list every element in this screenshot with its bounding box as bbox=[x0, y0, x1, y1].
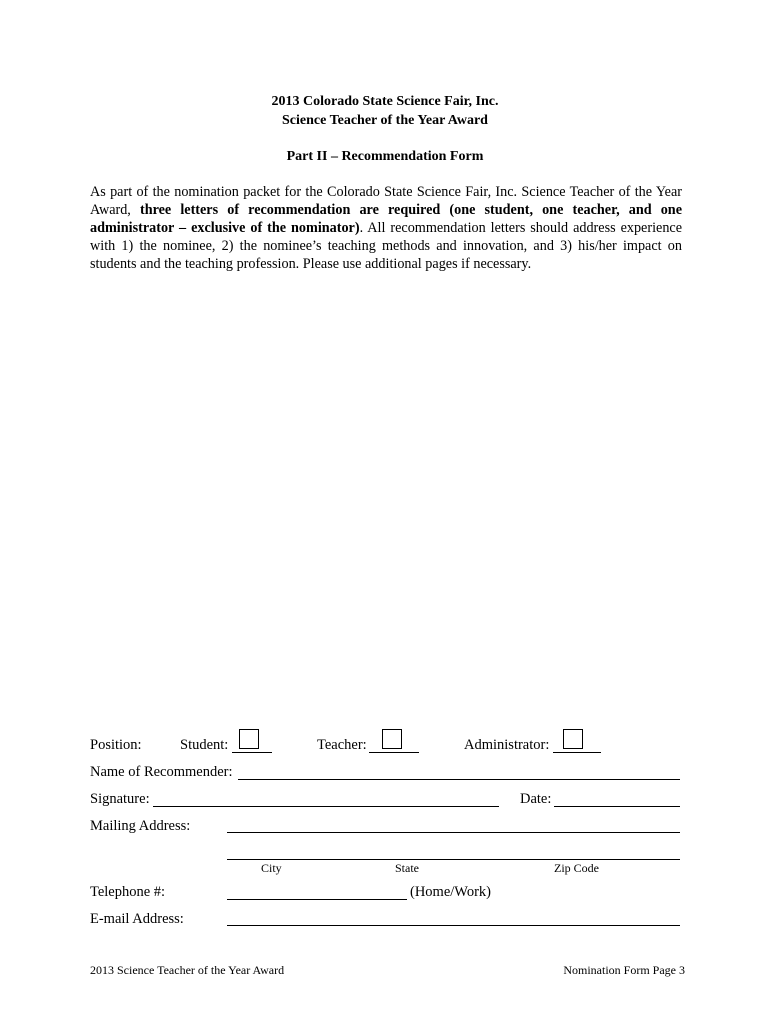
telephone-label: Telephone #: bbox=[90, 884, 166, 900]
instructions-text-bold: three letters of recommendation are required (one student, one teacher, and one administrator – exclusive of the nominator) bbox=[90, 202, 682, 236]
teacher-checkbox[interactable] bbox=[382, 729, 402, 749]
position-label: Position: bbox=[90, 737, 142, 753]
date-label: Date: bbox=[520, 791, 552, 807]
instructions-paragraph bbox=[90, 183, 682, 273]
email-field[interactable] bbox=[227, 925, 680, 926]
administrator-checkbox[interactable] bbox=[563, 729, 583, 749]
home-work-label: (Home/Work) bbox=[410, 884, 491, 900]
instructions-text-b: . All recommendation letters should address experience with 1) the nominee, 2) the nominee’s teaching methods and innovation, and 3) his/her impact on students and the teaching profession. Please use additional pages if necessary. bbox=[90, 220, 683, 272]
state-caption: State bbox=[395, 861, 419, 875]
city-caption: City bbox=[261, 861, 282, 875]
date-field[interactable] bbox=[554, 806, 680, 807]
mailing-address-line1[interactable] bbox=[227, 832, 680, 833]
recommender-label: Name of Recommender: bbox=[90, 764, 233, 780]
email-label: E-mail Address: bbox=[90, 911, 184, 927]
footer-right: Nomination Form Page 3 bbox=[563, 963, 685, 977]
telephone-field[interactable] bbox=[227, 899, 407, 900]
form-title-line1: 2013 Colorado State Science Fair, Inc. bbox=[271, 94, 499, 109]
student-checkbox[interactable] bbox=[239, 729, 259, 749]
recommender-field[interactable] bbox=[238, 779, 680, 780]
form-subtitle: Part II – Recommendation Form bbox=[286, 149, 484, 164]
administrator-underline bbox=[553, 752, 601, 753]
signature-field[interactable] bbox=[153, 806, 499, 807]
student-underline bbox=[232, 752, 272, 753]
zip-caption: Zip Code bbox=[554, 861, 599, 875]
form-title-line2: Science Teacher of the Year Award bbox=[282, 113, 488, 128]
teacher-label: Teacher: bbox=[317, 737, 367, 753]
footer-left: 2013 Science Teacher of the Year Award bbox=[90, 963, 285, 977]
signature-label: Signature: bbox=[90, 791, 150, 807]
administrator-label: Administrator: bbox=[464, 737, 550, 753]
student-label: Student: bbox=[180, 737, 229, 753]
mailing-address-line2[interactable] bbox=[227, 859, 680, 860]
instructions-text-a: As part of the nomination packet for the Colorado State Science Fair, Inc. Science Teacher of the Year Award, bbox=[90, 184, 682, 218]
mailing-address-label: Mailing Address: bbox=[90, 818, 191, 834]
teacher-underline bbox=[369, 752, 419, 753]
